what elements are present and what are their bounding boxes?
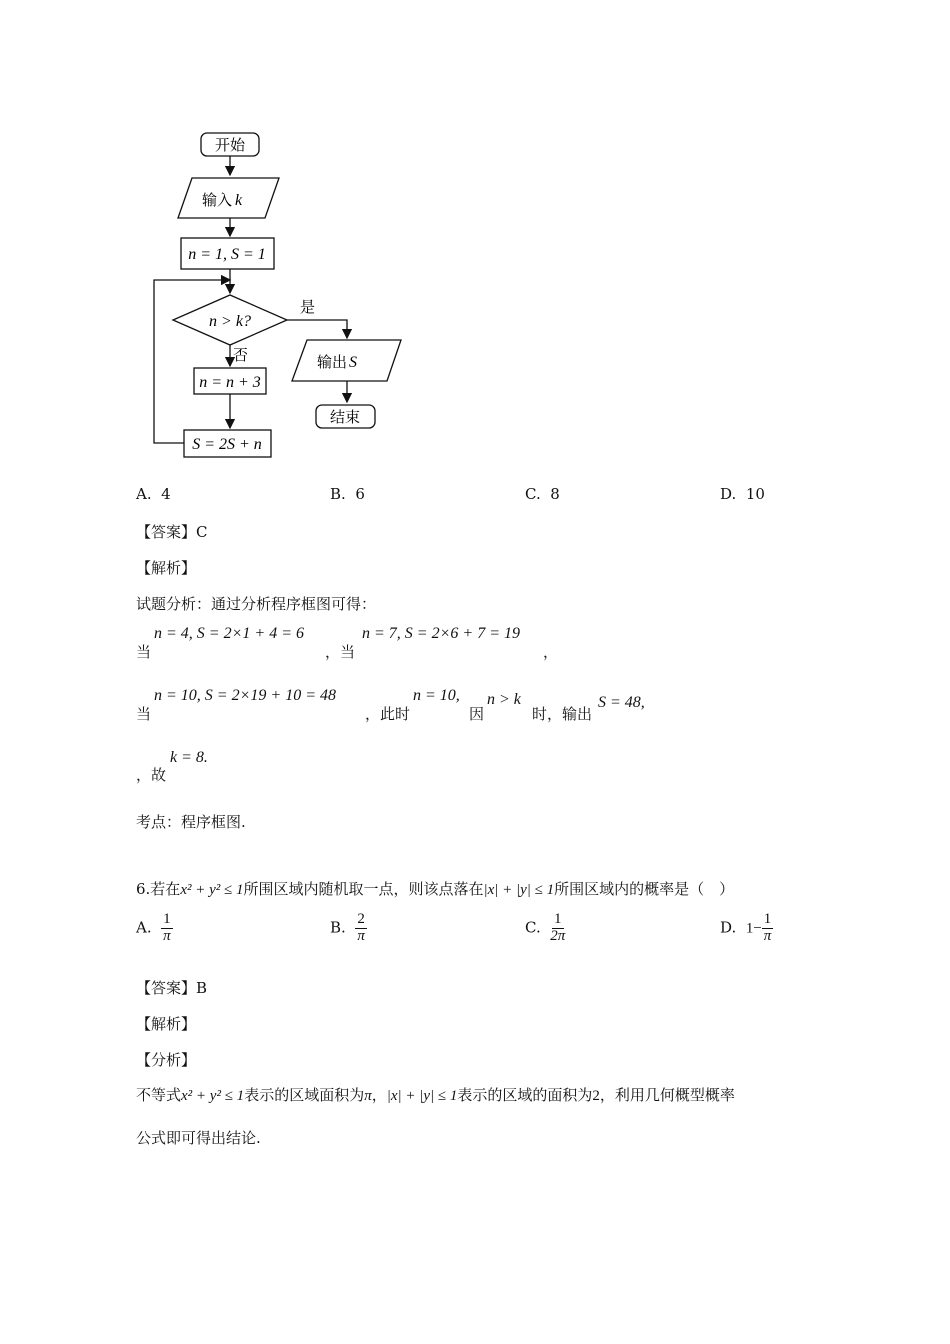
q5-text-dang-2: ，当 <box>325 643 356 661</box>
q5-text-dang-1: 当 <box>136 643 152 661</box>
q5-text-dang-3: 当 <box>136 705 152 723</box>
q6-answer: 【答案】B <box>136 979 208 997</box>
q5-eq5: n > k <box>487 691 521 708</box>
svg-text:输入k <box>202 191 243 209</box>
q5-option-d: D. 10 <box>720 485 765 503</box>
flow-decision-label: n > k? <box>209 313 251 330</box>
q5-option-a: A. 4 <box>136 485 171 503</box>
flowchart <box>0 0 420 470</box>
q5-eq6: S = 48, <box>598 694 645 711</box>
flow-update-s-label: S = 2S + n <box>192 436 262 453</box>
q5-option-c: C. 8 <box>525 485 560 503</box>
flow-start-label: 开始 <box>214 136 246 154</box>
q6-fenxi-label: 【分析】 <box>136 1051 197 1069</box>
flow-yes-label: 是 <box>300 298 316 316</box>
q6-fenxi-line2: 公式即可得出结论. <box>136 1129 261 1147</box>
flow-output-var: S <box>349 354 358 371</box>
svg-text:输出S <box>317 353 357 371</box>
q5-kaodian: 考点：程序框图. <box>136 813 246 831</box>
flow-end-label: 结束 <box>329 408 361 426</box>
q6-fenxi-line1: 不等式x² + y² ≤ 1表示的区域面积为π，|x| + |y| ≤ 1表示的区域的面积为2，利用几何概型概率 <box>136 1086 735 1104</box>
flow-input-var: k <box>235 192 243 209</box>
flow-update-n-label: n = n + 3 <box>199 374 261 391</box>
q5-text-output: 时，输出 <box>532 705 593 723</box>
q5-eq2: n = 7, S = 2×6 + 7 = 19 <box>362 625 520 642</box>
q5-eq3: n = 10, S = 2×19 + 10 = 48 <box>154 687 336 704</box>
q5-text-yin: 因 <box>469 705 485 723</box>
q6-option-a: A. $\frac{1}{\pi}$ <box>136 911 171 944</box>
q5-eq4: n = 10, <box>413 687 460 704</box>
q6-analysis-label: 【解析】 <box>136 1015 197 1033</box>
q5-eq7: k = 8. <box>170 749 208 766</box>
q5-option-b: B. 6 <box>330 485 365 503</box>
q5-eq1: n = 4, S = 2×1 + 4 = 6 <box>154 625 304 642</box>
q6-option-b: B. $\frac{2}{\pi}$ <box>330 911 365 944</box>
q6-option-d: D. 1− $\frac{1}{\pi}$ <box>720 911 772 944</box>
q6-stem: 6.若在x² + y² ≤ 1所围区域内随机取一点，则该点落在|x| + |y| ≤ 1所围区域内的概率是（ ） <box>136 880 735 898</box>
q5-analysis-label: 【解析】 <box>136 559 197 577</box>
q5-text-comma: ， <box>543 643 559 661</box>
q6-option-c: C. $\frac{1}{2\pi}$ <box>525 911 566 944</box>
q5-text-cishi: ，此时 <box>365 705 411 723</box>
flow-init-label: n = 1, S = 1 <box>188 246 266 263</box>
flow-output-label: 输出 <box>317 353 348 371</box>
q5-answer: 【答案】C <box>136 523 208 541</box>
q5-analysis-line1: 试题分析：通过分析程序框图可得： <box>136 595 377 613</box>
q5-text-gu: ，故 <box>136 766 167 784</box>
flow-no-label: 否 <box>233 346 249 364</box>
flow-input-label: 输入 <box>202 191 233 209</box>
